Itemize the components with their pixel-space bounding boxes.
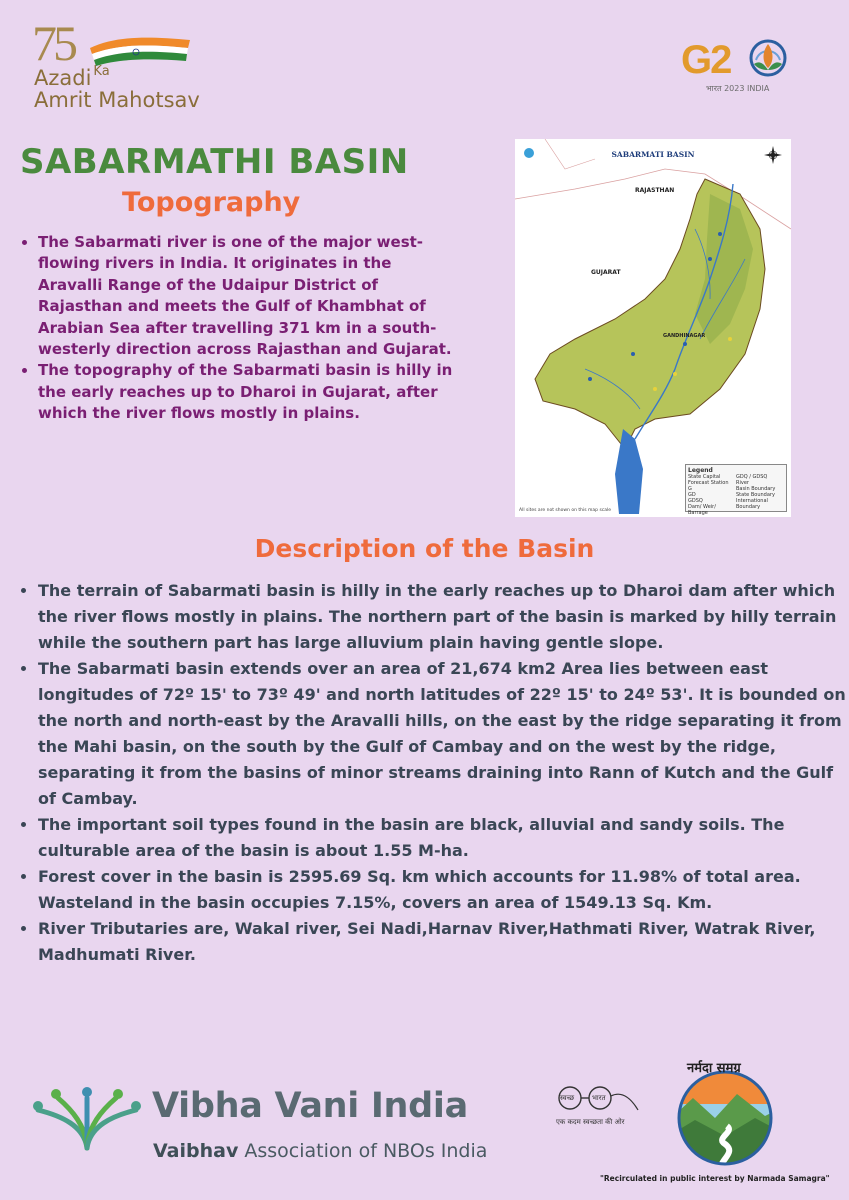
legend-item: GDQ / GDSQ (736, 474, 768, 480)
legend-item: International Boundary (736, 498, 768, 510)
legend-item: GD (688, 492, 696, 498)
g20-text: G2 (681, 38, 731, 82)
legend-item: GDSQ (688, 498, 703, 504)
list-item: • River Tributaries are, Wakal river, Sei Nadi,Harnav River,Hathmati River, Watrak River, Madhumati River. (38, 916, 849, 968)
g20-logo (678, 36, 790, 100)
list-item: • The Sabarmati river is one of the major west-flowing rivers in India. It originates in the Aravalli Range of the Udaipur District of Rajasthan and meets the Gulf of Khambhat of Arabian Sea after travelling 371 km in a south-westerly direction across Rajasthan and Gujarat. (38, 232, 458, 360)
lotus-globe-icon (746, 38, 790, 82)
azadi-ka-amrit-mahotsav-logo (30, 14, 205, 114)
vibha-tag-bold: Vaibhav (153, 1140, 239, 1162)
vibha-vani-name: Vibha Vani India (152, 1086, 468, 1126)
description-heading: Description of the Basin (254, 534, 595, 563)
narmada-text: नर्मदा समग्र (687, 1061, 741, 1076)
description-list (14, 578, 849, 968)
vibha-vani-logo-icon (32, 1086, 142, 1152)
topography-list (14, 232, 458, 425)
list-item: • Forest cover in the basin is 2595.69 Sq. km which accounts for 11.98% of total area. Wasteland in the basin occupies 7.15%, covers an area of 1549.13 Sq. Km. (38, 864, 849, 916)
map-note: All sites are not shown on this map scale (519, 508, 612, 513)
map-drawing (515, 139, 791, 517)
map-label-gujarat: GUJARAT (591, 269, 621, 276)
list-item: • The topography of the Sabarmati basin is hilly in the early reaches up to Dharoi in Gujarat, after which the river flows mostly in plains. (38, 360, 458, 424)
swachh-left-text: स्वच्छ (560, 1094, 575, 1102)
legend-item: State Boundary (736, 492, 775, 498)
legend-item: State Capital (688, 474, 721, 480)
legend-item: Dam/ Weir/ Barrage (688, 504, 716, 516)
aka-number: 75 (32, 15, 74, 71)
swachh-right-text: भारत (592, 1094, 606, 1102)
page-title: SABARMATHI BASIN (20, 142, 409, 182)
topography-heading: Topography (122, 187, 301, 218)
sabarmati-basin-map (515, 139, 791, 517)
legend-item: Basin Boundary (736, 486, 776, 492)
vibha-tag-rest: Association of NBOs India (238, 1140, 488, 1162)
legend-item: River (736, 480, 749, 486)
map-label-rajasthan: RAJASTHAN (635, 187, 675, 194)
vibha-vani-tagline (153, 1140, 487, 1162)
g20-subtitle: भारत 2023 INDIA (706, 84, 770, 93)
list-item: • The Sabarmati basin extends over an area of 21,674 km2 Area lies between east longitudes of 72º 15' to 73º 49' and north latitudes of 22º 15' to 24º 53'. It is bounded on the north and north-east by the Aravalli hills, on the east by the ridge separating it from the Mahi basin, on the south by the Gulf of Cambay and on the west by the ridge, separating it from the basins of minor streams draining into Rann of Kutch and the Gulf of Cambay. (38, 656, 849, 812)
list-item: • The terrain of Sabarmati basin is hilly in the early reaches up to Dharoi dam after which the river flows mostly in plains. The northern part of the basin is marked by hilly terrain while the southern part has large alluvium plain having gentle slope. (38, 578, 849, 656)
map-title: SABARMATI BASIN (611, 150, 695, 159)
credit-line: "Recirculated in public interest by Narmada Samagra" (600, 1174, 830, 1183)
swachh-bharat-logo (548, 1084, 640, 1130)
aka-line2: Amrit Mahotsav (34, 88, 200, 112)
legend-item: Forecast Station (688, 480, 729, 486)
swachh-slogan: एक कदम स्वच्छता की ओर (556, 1118, 625, 1126)
aka-line1: Azadi (34, 66, 92, 90)
narmada-samagra-logo (665, 1054, 785, 1174)
map-legend-title: Legend (688, 467, 713, 474)
map-legend (685, 464, 787, 516)
legend-item: G (688, 486, 692, 492)
map-label-gandhinagar: GANDHINAGAR (663, 333, 706, 339)
list-item: • The important soil types found in the basin are black, alluvial and sandy soils. The culturable area of the basin is about 1.55 M-ha. (38, 812, 849, 864)
aka-ka: Ka (93, 64, 110, 79)
